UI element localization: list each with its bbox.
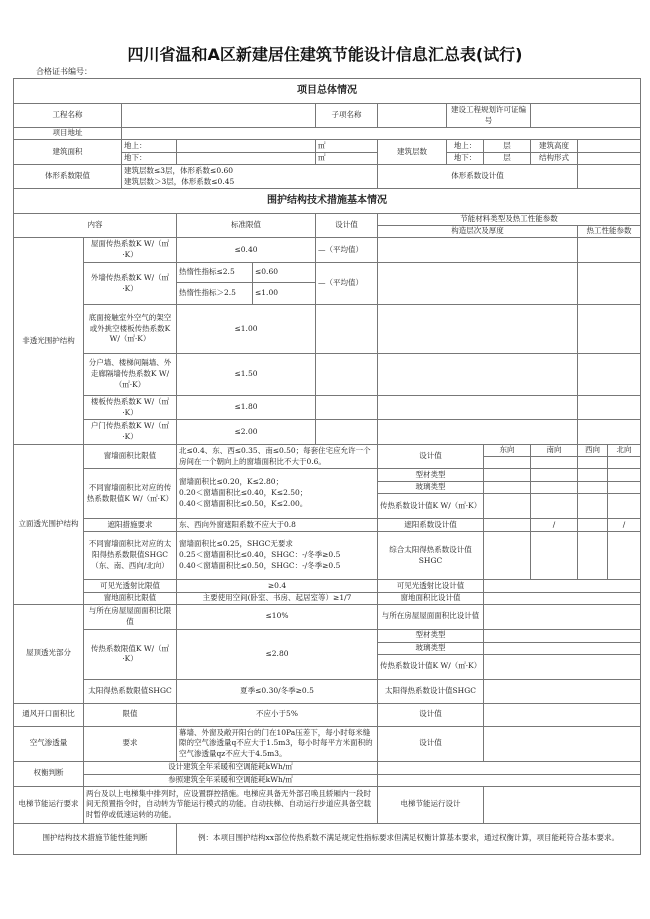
north-header: 北向 <box>608 445 641 457</box>
window-k-label: 不同窗墙面积比对应的传热系数限值K W/（㎡·K） <box>84 469 177 519</box>
elevator-design-label: 电梯节能运行设计 <box>378 786 484 823</box>
window-k-limit <box>177 469 378 519</box>
roof-design[interactable]: —（平均值） <box>316 238 378 263</box>
shade-south-na: / <box>531 519 578 532</box>
project-name-label: 工程名称 <box>14 104 122 128</box>
project-name-field[interactable] <box>122 104 316 128</box>
door-label: 户门传热系数K W/（㎡·K） <box>84 420 177 445</box>
address-label: 项目地址 <box>14 128 122 140</box>
sky-glass-label: 玻璃类型 <box>378 642 484 654</box>
window-k-design-label: 传热系数设计值K W/（㎡·K） <box>378 494 484 519</box>
slab-label: 楼板传热系数K W/（㎡·K） <box>84 396 177 420</box>
shgc-limit-line: 窗墙面积比≤0.25，SHGC无要求 <box>179 539 293 549</box>
vent-design-field[interactable] <box>484 703 641 726</box>
overview-header: 项目总体情况 <box>14 79 641 104</box>
partition-limit: ≤1.50 <box>177 354 316 396</box>
partition-layers[interactable] <box>378 354 578 396</box>
air-sub: 要求 <box>84 726 177 761</box>
glass-south[interactable] <box>531 482 578 494</box>
shape-limit-line: 建筑层数≤3层，体形系数≤0.60 <box>124 165 234 175</box>
col-design: 设计值 <box>316 214 378 238</box>
certificate-number-label: 合格证书编号： <box>36 67 92 76</box>
sky-shgc-label: 太阳得热系数限值SHGC <box>84 679 177 703</box>
col-layers: 构造层次及厚度 <box>378 226 578 238</box>
tradeoff-design-label: 设计建筑全年采暖和空调能耗kWh/㎡ <box>84 761 378 774</box>
elevator-design-field[interactable] <box>484 786 641 823</box>
partition-label: 分户墙、楼梯间隔墙、外走廊隔墙传热系数K W/（㎡·K） <box>84 354 177 396</box>
east-header: 东向 <box>484 445 531 457</box>
sky-k-limit: ≤2.80 <box>177 629 378 679</box>
floor-out-thermal[interactable] <box>578 305 641 354</box>
vent-sub: 限值 <box>84 703 177 726</box>
sub-name-label: 子项名称 <box>316 104 378 128</box>
glass-east[interactable] <box>484 482 531 494</box>
glass-west[interactable] <box>578 482 608 494</box>
door-thermal[interactable] <box>578 420 641 445</box>
height-label: 建筑高度 <box>531 140 578 153</box>
wwr-design-label: 设计值 <box>378 445 484 469</box>
partition-thermal[interactable] <box>578 354 641 396</box>
wfr-label: 窗地面积比限值 <box>84 593 177 605</box>
sky-ratio-design-field[interactable] <box>484 604 641 629</box>
door-limit: ≤2.00 <box>177 420 316 445</box>
wwr-south-field[interactable] <box>531 457 578 469</box>
shade-west[interactable] <box>578 519 608 532</box>
col-thermal: 热工性能参数 <box>578 226 641 238</box>
sky-k-design-label: 传热系数设计值K W/（㎡·K） <box>378 654 484 679</box>
vlt-design-label: 可见光透射比设计值 <box>378 580 484 593</box>
form-title: 四川省温和A区新建居住建筑节能设计信息汇总表(试行) <box>127 45 523 64</box>
air-design-label: 设计值 <box>378 726 484 761</box>
k-east[interactable] <box>484 494 531 519</box>
address-field[interactable] <box>122 128 641 140</box>
door-layers[interactable] <box>378 420 578 445</box>
vent-design-label: 设计值 <box>378 703 484 726</box>
sky-k-design-field[interactable] <box>484 654 641 679</box>
vlt-label: 可见光透射比限值 <box>84 580 177 593</box>
wall-design[interactable]: —（平均值） <box>316 263 378 305</box>
sky-k-label: 传热系数限值K W/（㎡·K） <box>84 629 177 679</box>
west-header: 西向 <box>578 445 608 457</box>
shgc-limit-line: 0.40＜窗墙面积比≤0.50，SHGC：-/冬季≥0.5 <box>179 560 341 570</box>
height-field[interactable] <box>578 140 641 153</box>
shade-limit: 东、西向外窗遮阳系数不应大于0.8 <box>177 519 378 532</box>
shade-east[interactable] <box>484 519 531 532</box>
frame-west[interactable] <box>578 469 608 482</box>
shape-design-field[interactable] <box>578 165 641 189</box>
glass-label: 玻璃类型 <box>378 482 484 494</box>
shape-limit-line: 建筑层数＞3层，体形系数≤0.45 <box>124 176 235 186</box>
floors-above-unit[interactable]: 层 <box>484 140 531 153</box>
col-material: 节能材料类型及热工性能参数 <box>378 214 641 226</box>
air-label: 空气渗透量 <box>14 726 84 761</box>
area-label: 建筑面积 <box>14 140 122 165</box>
shgc-west[interactable] <box>578 532 608 580</box>
elevator-requirement: 两台及以上电梯集中排列时，应设置群控措施。电梯应具备无外部召唤且轿厢内一段时间无预置指令时，自动转为节能运行模式的功能。自动扶梯、自动运行步道应具备空载时暂停或低速运转的功能。 <box>84 786 378 823</box>
south-header: 南向 <box>531 445 578 457</box>
tradeoff-design-field[interactable] <box>378 761 641 774</box>
k-south[interactable] <box>531 494 578 519</box>
floors-above-label: 地上： <box>447 140 484 153</box>
permit-no-label: 建设工程规划许可证编号 <box>447 104 531 128</box>
wfr-design-label: 窗地面积比设计值 <box>378 593 484 605</box>
frame-east[interactable] <box>484 469 531 482</box>
sky-glass-field[interactable] <box>484 642 641 654</box>
shgc-limit <box>177 532 378 580</box>
vlt-limit: ≥0.4 <box>177 580 378 593</box>
floor-out-limit: ≤1.00 <box>177 305 316 354</box>
slab-limit: ≤1.80 <box>177 396 316 420</box>
unit-label: ㎡ <box>316 153 378 165</box>
tradeoff-label: 权衡判断 <box>14 761 84 786</box>
window-k-limit-line: 0.20＜窗墙面积比≤0.40，K≤2.50； <box>179 488 308 498</box>
air-design-field[interactable] <box>484 726 641 761</box>
envelope-header: 围护结构技术措施基本情况 <box>14 189 641 214</box>
glass-north[interactable] <box>608 482 641 494</box>
wall-label: 外墙传热系数K W/（㎡·K） <box>84 263 177 305</box>
shade-design-label: 遮阳系数设计值 <box>378 519 484 532</box>
vlt-design-field[interactable] <box>484 580 641 593</box>
vent-label: 通风开口面积比 <box>14 703 84 726</box>
door-design[interactable] <box>316 420 378 445</box>
roof-label: 屋面传热系数K W/（㎡·K） <box>84 238 177 263</box>
roof-thermal-field[interactable] <box>578 238 641 263</box>
floor-out-label: 底面接触室外空气的架空或外挑空楼板传热系数K W/（㎡·K） <box>84 305 177 354</box>
vent-limit: 不应小于5% <box>177 703 378 726</box>
col-limit: 标准限值 <box>177 214 316 238</box>
floors-below-unit[interactable]: 层 <box>484 153 531 165</box>
floors-below-label: 地下： <box>447 153 484 165</box>
permit-no-field[interactable] <box>531 104 641 128</box>
shape-limit-label: 体形系数限值 <box>14 165 122 189</box>
k-north[interactable] <box>608 494 641 519</box>
floor-out-layers[interactable] <box>378 305 578 354</box>
tradeoff-reference-field[interactable] <box>378 774 641 786</box>
elevator-label: 电梯节能运行要求 <box>14 786 84 823</box>
sky-shgc-limit: 夏季≤0.30/冬季≥0.5 <box>177 679 378 703</box>
wwr-north-field[interactable] <box>608 457 641 469</box>
window-k-limit-line: 0.40＜窗墙面积比≤0.50，K≤2.00。 <box>179 498 308 508</box>
wall-layers-field[interactable] <box>378 263 578 305</box>
shape-limit-value <box>122 165 378 189</box>
wall-k1: ≤0.60 <box>253 263 316 283</box>
sky-shgc-design-label: 太阳得热系数设计值SHGC <box>378 679 484 703</box>
judgement-field[interactable]: 例：本项目围护结构xx部位传热系数不满足规定性指标要求但满足权衡计算基本要求，通过权衡计算，项目能耗符合基本要求。 <box>177 823 641 854</box>
wall-k2: ≤1.00 <box>253 283 316 305</box>
facade-group-label: 立面透光围护结构 <box>14 445 84 605</box>
shgc-east[interactable] <box>484 532 531 580</box>
shgc-limit-line: 0.25＜窗墙面积比≤0.40，SHGC：-/冬季≥0.5 <box>179 550 341 560</box>
wall-d1: 热惰性指标≤2.5 <box>177 263 253 283</box>
col-content: 内容 <box>14 214 177 238</box>
structure-field[interactable] <box>578 153 641 165</box>
skylight-group-label: 屋顶透光部分 <box>14 604 84 703</box>
judgement-label: 围护结构技术措施节能性能判断 <box>14 823 177 854</box>
wwr-east-field[interactable] <box>484 457 531 469</box>
roof-limit: ≤0.40 <box>177 238 316 263</box>
shgc-design-label: 综合太阳得热系数设计值SHGC <box>378 532 484 580</box>
shgc-north[interactable] <box>608 532 641 580</box>
partition-design[interactable] <box>316 354 378 396</box>
summary-table <box>13 78 641 855</box>
frame-south[interactable] <box>531 469 578 482</box>
air-limit: 幕墙、外窗及敞开阳台的门在10Pa压差下，每小时每米缝隙的空气渗透量q不应大于1.5m3，每小时每平方米面积的空气渗透量qz不应大于4.5m3。 <box>177 726 378 761</box>
area-below-field[interactable] <box>177 153 316 165</box>
sky-frame-field[interactable] <box>484 629 641 642</box>
sky-ratio-design-label: 与所在房屋屋面面积比设计值 <box>378 604 484 629</box>
shade-label: 遮阳措施要求 <box>84 519 177 532</box>
floors-label: 建筑层数 <box>378 140 447 165</box>
shape-design-label: 体形系数设计值 <box>378 165 578 189</box>
slab-thermal[interactable] <box>578 396 641 420</box>
wall-thermal-field[interactable] <box>578 263 641 305</box>
wfr-limit: 主要使用空间(卧室、书房、起居室等）≥1/7 <box>177 593 378 605</box>
structure-label: 结构形式 <box>531 153 578 165</box>
roof-layers-field[interactable] <box>378 238 578 263</box>
opaque-group-label: 非透光围护结构 <box>14 238 84 445</box>
shgc-south[interactable] <box>531 532 578 580</box>
k-west[interactable] <box>578 494 608 519</box>
sky-frame-label: 型材类型 <box>378 629 484 642</box>
slab-design[interactable] <box>316 396 378 420</box>
area-above-field[interactable] <box>177 140 316 153</box>
shgc-label: 不同窗墙面积比对应的太阳得热系数限值SHGC（东、南、西向/北向） <box>84 532 177 580</box>
window-k-limit-line: 窗墙面积比≤0.20，K≤2.80； <box>179 477 284 487</box>
sky-shgc-design-field[interactable] <box>484 679 641 703</box>
slab-layers[interactable] <box>378 396 578 420</box>
wwr-west-field[interactable] <box>578 457 608 469</box>
area-above-label: 地上： <box>122 140 177 153</box>
sky-ratio-limit: ≤10% <box>177 604 378 629</box>
sky-ratio-label: 与所在房屋屋面面积比限值 <box>84 604 177 629</box>
wall-d2: 热惰性指标＞2.5 <box>177 283 253 305</box>
wwr-limit: 北≤0.4、东、西≤0.35、南≤0.50；每套住宅应允许一个房间在一个朝向上的窗墙面积比不大于0.6。 <box>177 445 378 469</box>
tradeoff-reference-label: 参照建筑全年采暖和空调能耗kWh/㎡ <box>84 774 378 786</box>
unit-label: ㎡ <box>316 140 378 153</box>
frame-north[interactable] <box>608 469 641 482</box>
frame-label: 型材类型 <box>378 469 484 482</box>
area-below-label: 地下： <box>122 153 177 165</box>
wfr-design-field[interactable] <box>484 593 641 605</box>
wwr-label: 窗墙面积比限值 <box>84 445 177 469</box>
sub-name-field[interactable] <box>378 104 447 128</box>
floor-out-design[interactable] <box>316 305 378 354</box>
shade-north-na: / <box>608 519 641 532</box>
